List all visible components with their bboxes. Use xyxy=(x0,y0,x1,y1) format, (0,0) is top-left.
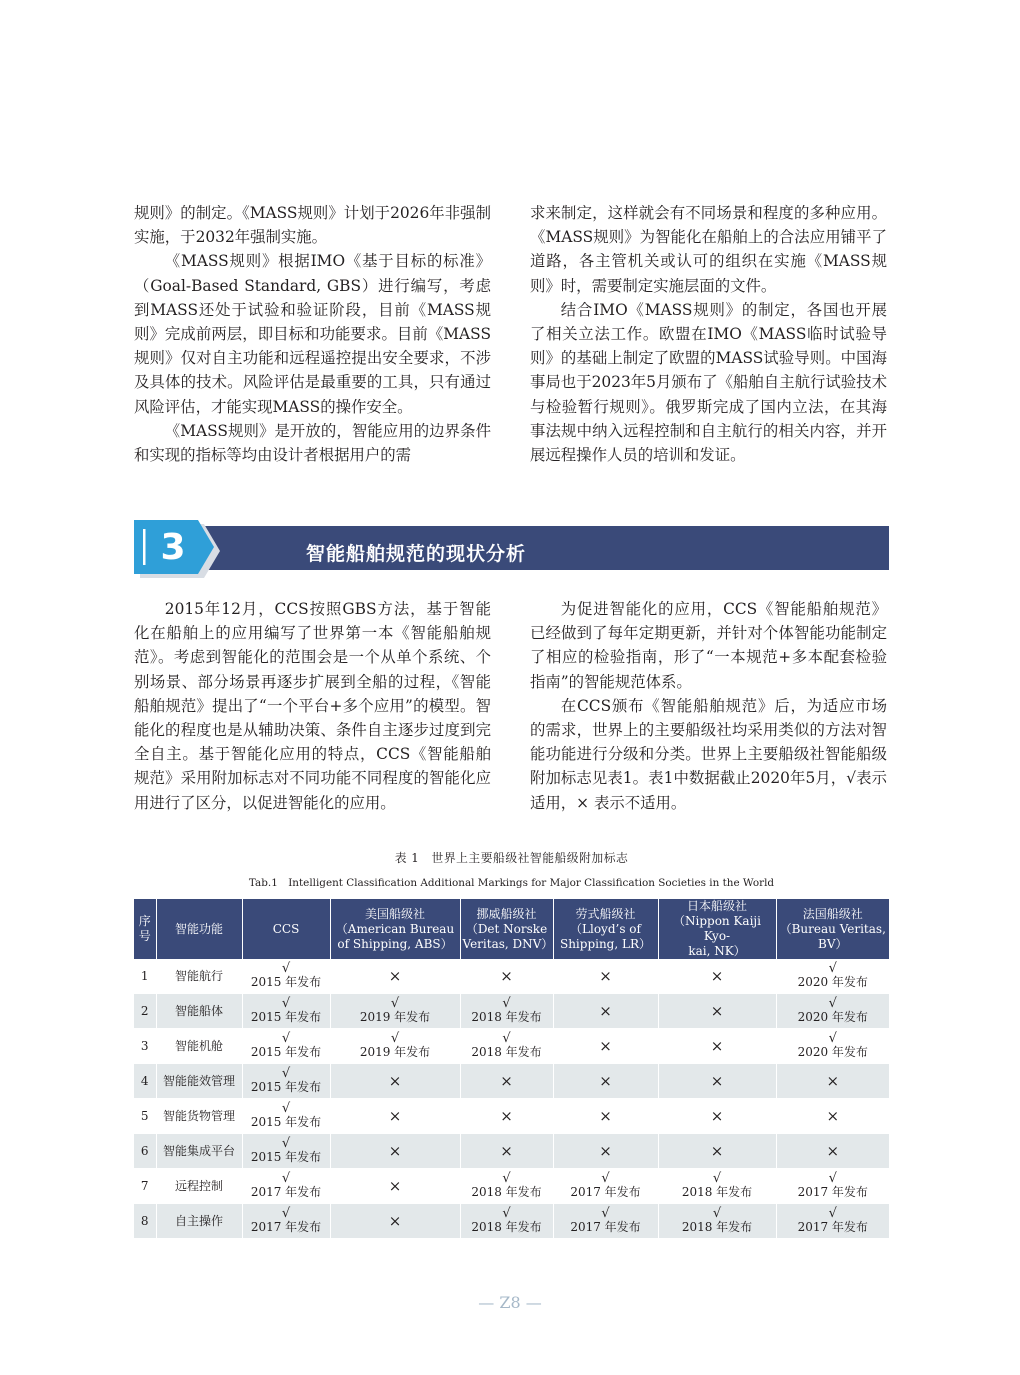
header-line: BV） xyxy=(818,936,848,951)
applicable-mark: √ xyxy=(281,1136,291,1151)
table-header-cell xyxy=(553,899,658,959)
marking-cell xyxy=(658,994,776,1029)
header-line: （Lloyd’s of xyxy=(570,921,641,936)
not-applicable-mark: × xyxy=(710,1071,724,1090)
not-applicable-mark: × xyxy=(599,1001,612,1020)
table-row xyxy=(134,994,889,1029)
marking-cell xyxy=(776,1064,889,1099)
section-heading-banner xyxy=(134,520,889,578)
marking-cell xyxy=(553,959,658,994)
marking-cell xyxy=(658,1134,776,1169)
header-line: （Bureau Veritas, xyxy=(779,921,886,936)
row-number: 4 xyxy=(134,1064,156,1099)
not-applicable-mark: × xyxy=(500,1106,513,1125)
function-name: 智能货物管理 xyxy=(156,1099,242,1134)
marking-cell xyxy=(776,1169,889,1204)
not-applicable-mark: × xyxy=(826,1071,840,1090)
marking-cell xyxy=(553,1204,658,1239)
release-year: 2017 年发布 xyxy=(250,1185,322,1199)
table-header-cell xyxy=(658,899,776,959)
header-line: 美国船级社 xyxy=(364,906,425,921)
marking-cell xyxy=(460,1134,553,1169)
not-applicable-mark: × xyxy=(500,966,513,985)
marking-cell xyxy=(460,959,553,994)
release-year: 2018 年发布 xyxy=(471,1045,542,1059)
marking-cell xyxy=(242,1169,330,1204)
paragraph: 为促进智能化的应用，CCS《智能船舶规范》已经做到了每年定期更新，并针对个体智能功能制定了相应的检验指南，形了“一本规范+多本配套检验指南”的智能规范体系。 xyxy=(530,600,887,691)
paragraph: 《MASS规则》是开放的，智能应用的边界条件和实现的指标等均由设计者根据用户的需 xyxy=(134,421,491,465)
not-applicable-mark: × xyxy=(388,1211,402,1230)
marking-cell xyxy=(460,1099,553,1134)
not-applicable-mark: × xyxy=(599,1036,612,1055)
row-number: 7 xyxy=(134,1169,156,1204)
applicable-mark: √ xyxy=(828,1206,837,1221)
not-applicable-mark: × xyxy=(388,966,402,985)
table-row xyxy=(134,1169,889,1204)
marking-cell xyxy=(658,1064,776,1099)
header-line: Veritas, DNV） xyxy=(462,936,554,951)
not-applicable-mark: × xyxy=(388,1071,402,1090)
not-applicable-mark: × xyxy=(599,1141,612,1160)
applicable-mark: √ xyxy=(502,996,511,1011)
marking-cell xyxy=(553,1169,658,1204)
marking-cell xyxy=(776,959,889,994)
release-year: 2020 年发布 xyxy=(797,975,868,989)
release-year: 2018 年发布 xyxy=(681,1220,753,1234)
row-number: 6 xyxy=(134,1134,156,1169)
marking-cell xyxy=(658,1029,776,1064)
paragraph: 规则》的制定。《MASS规则》计划于2026年非强制实施，于2032年强制实施。 xyxy=(134,204,491,247)
release-year: 2018 年发布 xyxy=(681,1185,753,1199)
applicable-mark: √ xyxy=(281,961,291,976)
marking-cell xyxy=(330,1134,460,1169)
applicable-mark: √ xyxy=(712,1206,722,1221)
marking-cell xyxy=(460,1204,553,1239)
marking-cell xyxy=(242,1204,330,1239)
release-year: 2017 年发布 xyxy=(797,1185,868,1199)
row-number: 2 xyxy=(134,994,156,1029)
header-line: CCS xyxy=(272,921,300,936)
release-year: 2018 年发布 xyxy=(471,1010,542,1024)
applicable-mark: √ xyxy=(281,1171,291,1186)
release-year: 2015 年发布 xyxy=(250,1080,322,1094)
not-applicable-mark: × xyxy=(388,1176,402,1195)
marking-cell xyxy=(330,959,460,994)
applicable-mark: √ xyxy=(502,1171,511,1186)
applicable-mark: √ xyxy=(390,1031,400,1046)
not-applicable-mark: × xyxy=(710,1036,724,1055)
release-year: 2019 年发布 xyxy=(359,1045,431,1059)
top-left-column xyxy=(134,201,491,467)
row-number: 8 xyxy=(134,1204,156,1239)
marking-cell xyxy=(776,994,889,1029)
release-year: 2015 年发布 xyxy=(250,1045,322,1059)
marking-cell xyxy=(242,1064,330,1099)
applicable-mark: √ xyxy=(828,1031,837,1046)
marking-cell xyxy=(658,1169,776,1204)
table-row xyxy=(134,1204,889,1239)
marking-cell xyxy=(460,1029,553,1064)
not-applicable-mark: × xyxy=(388,1106,402,1125)
row-number: 5 xyxy=(134,1099,156,1134)
marking-cell xyxy=(330,1029,460,1064)
marking-cell xyxy=(330,1064,460,1099)
section-title: 智能船舶规范的现状分析 xyxy=(306,543,527,565)
header-line: 挪威船级社 xyxy=(476,906,537,921)
release-year: 2015 年发布 xyxy=(250,1150,322,1164)
function-name: 远程控制 xyxy=(156,1169,242,1204)
header-line: 序 xyxy=(138,914,151,928)
applicable-mark: √ xyxy=(828,1171,837,1186)
applicable-mark: √ xyxy=(281,1066,291,1081)
section-number: 3 xyxy=(160,527,186,568)
not-applicable-mark: × xyxy=(500,1071,513,1090)
marking-cell xyxy=(776,1134,889,1169)
applicable-mark: √ xyxy=(502,1206,511,1221)
table-row xyxy=(134,1134,889,1169)
table-row xyxy=(134,1029,889,1064)
table-row xyxy=(134,1064,889,1099)
marking-cell xyxy=(330,1169,460,1204)
not-applicable-mark: × xyxy=(599,966,612,985)
marking-cell xyxy=(242,1099,330,1134)
row-number: 1 xyxy=(134,959,156,994)
marking-cell xyxy=(242,994,330,1029)
marking-cell xyxy=(553,1099,658,1134)
table-header-cell xyxy=(242,899,330,959)
release-year: 2017 年发布 xyxy=(250,1220,322,1234)
section-left-column xyxy=(134,597,491,815)
section-heading-bar xyxy=(194,526,889,570)
table-header-row xyxy=(134,899,889,959)
release-year: 2020 年发布 xyxy=(797,1045,868,1059)
function-name: 自主操作 xyxy=(156,1204,242,1239)
marking-cell xyxy=(553,1029,658,1064)
function-name: 智能机舱 xyxy=(156,1029,242,1064)
not-applicable-mark: × xyxy=(599,1106,612,1125)
not-applicable-mark: × xyxy=(388,1141,402,1160)
classification-marks-table xyxy=(134,899,889,1239)
applicable-mark: √ xyxy=(601,1206,610,1221)
header-line: 智能功能 xyxy=(174,921,223,936)
marking-cell xyxy=(658,1099,776,1134)
header-line: （American Bureau xyxy=(335,921,455,936)
marking-cell xyxy=(553,1134,658,1169)
marking-cell xyxy=(330,1099,460,1134)
marking-cell xyxy=(242,959,330,994)
marking-cell xyxy=(242,1029,330,1064)
function-name: 智能船体 xyxy=(156,994,242,1029)
table-caption-chinese: 表 1 世界上主要船级社智能船级附加标志 xyxy=(394,851,629,865)
not-applicable-mark: × xyxy=(710,1106,724,1125)
marking-cell xyxy=(460,994,553,1029)
not-applicable-mark: × xyxy=(599,1071,612,1090)
header-line: 法国船级社 xyxy=(802,906,863,921)
release-year: 2015 年发布 xyxy=(250,975,322,989)
function-name: 智能集成平台 xyxy=(156,1134,242,1169)
section-right-column xyxy=(530,597,887,815)
top-right-column xyxy=(530,201,887,467)
release-year: 2017 年发布 xyxy=(797,1220,868,1234)
paragraph: 《MASS规则》根据IMO《基于目标的标准》（Goal-Based Standard, GBS）进行编写，考虑到MASS还处于试验和验证阶段，目前《MASS规则》完成前两层，即目标和功能要求。目前《MASS规则》仅对自主功能和远程遥控提出安全要求，不涉及具体的技术。风险评估是最重要的工具，只有通过风险评估，才能实现MASS的操作安全。 xyxy=(134,252,491,416)
paragraph: 求来制定，这样就会有不同场景和程度的多种应用。《MASS规则》为智能化在船舶上的合法应用铺平了道路，各主管机关或认可的组织在实施《MASS规则》时，需要制定实施层面的文件。 xyxy=(530,204,887,295)
not-applicable-mark: × xyxy=(710,966,724,985)
header-line: kai, NK） xyxy=(688,944,746,958)
paragraph: 2015年12月，CCS按照GBS方法，基于智能化在船舶上的应用编写了世界第一本《智能船舶规范》。考虑到智能化的范围会是一个从单个系统、个别场景、部分场景再逐步扩展到全船的过程，《智能船舶规范》提出了“一个平台+多个应用”的模型。智能化的程度也是从辅助决策、条件自主逐步过度到完全自主。基于智能化应用的特点，CCS《智能船舶规范》采用附加标志对不同功能不同程度的智能化应用进行了区分，以促进智能化的应用。 xyxy=(134,600,491,812)
marking-cell xyxy=(242,1134,330,1169)
release-year: 2015 年发布 xyxy=(250,1010,322,1024)
not-applicable-mark: × xyxy=(826,1106,840,1125)
header-line: Shipping, LR） xyxy=(559,936,652,951)
applicable-mark: √ xyxy=(281,1031,291,1046)
marking-cell xyxy=(776,1099,889,1134)
marking-cell xyxy=(658,1204,776,1239)
header-line: 劳式船级社 xyxy=(575,906,636,921)
header-line: （Nippon Kaiji Kyo- xyxy=(673,914,761,943)
header-line: of Shipping, ABS） xyxy=(337,936,453,951)
applicable-mark: √ xyxy=(502,1031,511,1046)
function-name: 智能能效管理 xyxy=(156,1064,242,1099)
not-applicable-mark: × xyxy=(500,1141,513,1160)
applicable-mark: √ xyxy=(390,996,400,1011)
paragraph: 结合IMO《MASS规则》的制定，各国也开展了相关立法工作。欧盟在IMO《MASS临时试验导则》的基础上制定了欧盟的MASS试验导则。中国海事局也于2023年5月颁布了《船舶自主航行试验技术与检验暂行规则》。俄罗斯完成了国内立法，在其海事法规中纳入远程控制和自主航行的相关内容，并开展远程操作人员的培训和发证。 xyxy=(530,300,887,465)
not-applicable-mark: × xyxy=(710,1141,724,1160)
table-header-cell xyxy=(460,899,553,959)
table-caption-english: Tab.1 Intelligent Classification Additional Markings for Major Classification Societies in the World xyxy=(248,877,775,889)
marking-cell xyxy=(658,959,776,994)
table-header-cell xyxy=(776,899,889,959)
not-applicable-mark: × xyxy=(710,1001,724,1020)
paragraph: 在CCS颁布《智能船舶规范》后，为适应市场的需求，世界上的主要船级社均采用类似的方法对智能功能进行分级和分类。世界上主要船级社智能船级附加标志见表1。表1中数据截止2020年5月，√表示适用，× 表示不适用。 xyxy=(530,696,887,812)
table-header-cell xyxy=(156,899,242,959)
marking-cell xyxy=(460,1064,553,1099)
marking-cell xyxy=(553,1064,658,1099)
header-line: 日本船级社 xyxy=(686,899,747,913)
applicable-mark: √ xyxy=(828,961,837,976)
marking-cell xyxy=(460,1169,553,1204)
page-number: — Z8 — xyxy=(478,1293,542,1312)
marking-cell xyxy=(330,994,460,1029)
applicable-mark: √ xyxy=(281,1206,291,1221)
release-year: 2018 年发布 xyxy=(471,1220,542,1234)
function-name: 智能航行 xyxy=(156,959,242,994)
table-row xyxy=(134,959,889,994)
row-number: 3 xyxy=(134,1029,156,1064)
marking-cell xyxy=(776,1204,889,1239)
release-year: 2018 年发布 xyxy=(471,1185,542,1199)
release-year: 2017 年发布 xyxy=(570,1185,641,1199)
not-applicable-mark: × xyxy=(826,1141,840,1160)
table-row xyxy=(134,1099,889,1134)
marking-cell xyxy=(553,994,658,1029)
release-year: 2019 年发布 xyxy=(359,1010,431,1024)
applicable-mark: √ xyxy=(712,1171,722,1186)
table-body xyxy=(134,959,889,1239)
marking-cell xyxy=(776,1029,889,1064)
table-header-cell xyxy=(330,899,460,959)
table-header-cell xyxy=(134,899,156,959)
header-line: 号 xyxy=(138,929,151,943)
applicable-mark: √ xyxy=(828,996,837,1011)
marking-cell xyxy=(330,1204,460,1239)
applicable-mark: √ xyxy=(281,996,291,1011)
applicable-mark: √ xyxy=(281,1101,291,1116)
release-year: 2017 年发布 xyxy=(570,1220,641,1234)
release-year: 2015 年发布 xyxy=(250,1115,322,1129)
applicable-mark: √ xyxy=(601,1171,610,1186)
header-line: （Det Norske xyxy=(465,921,548,936)
release-year: 2020 年发布 xyxy=(797,1010,868,1024)
